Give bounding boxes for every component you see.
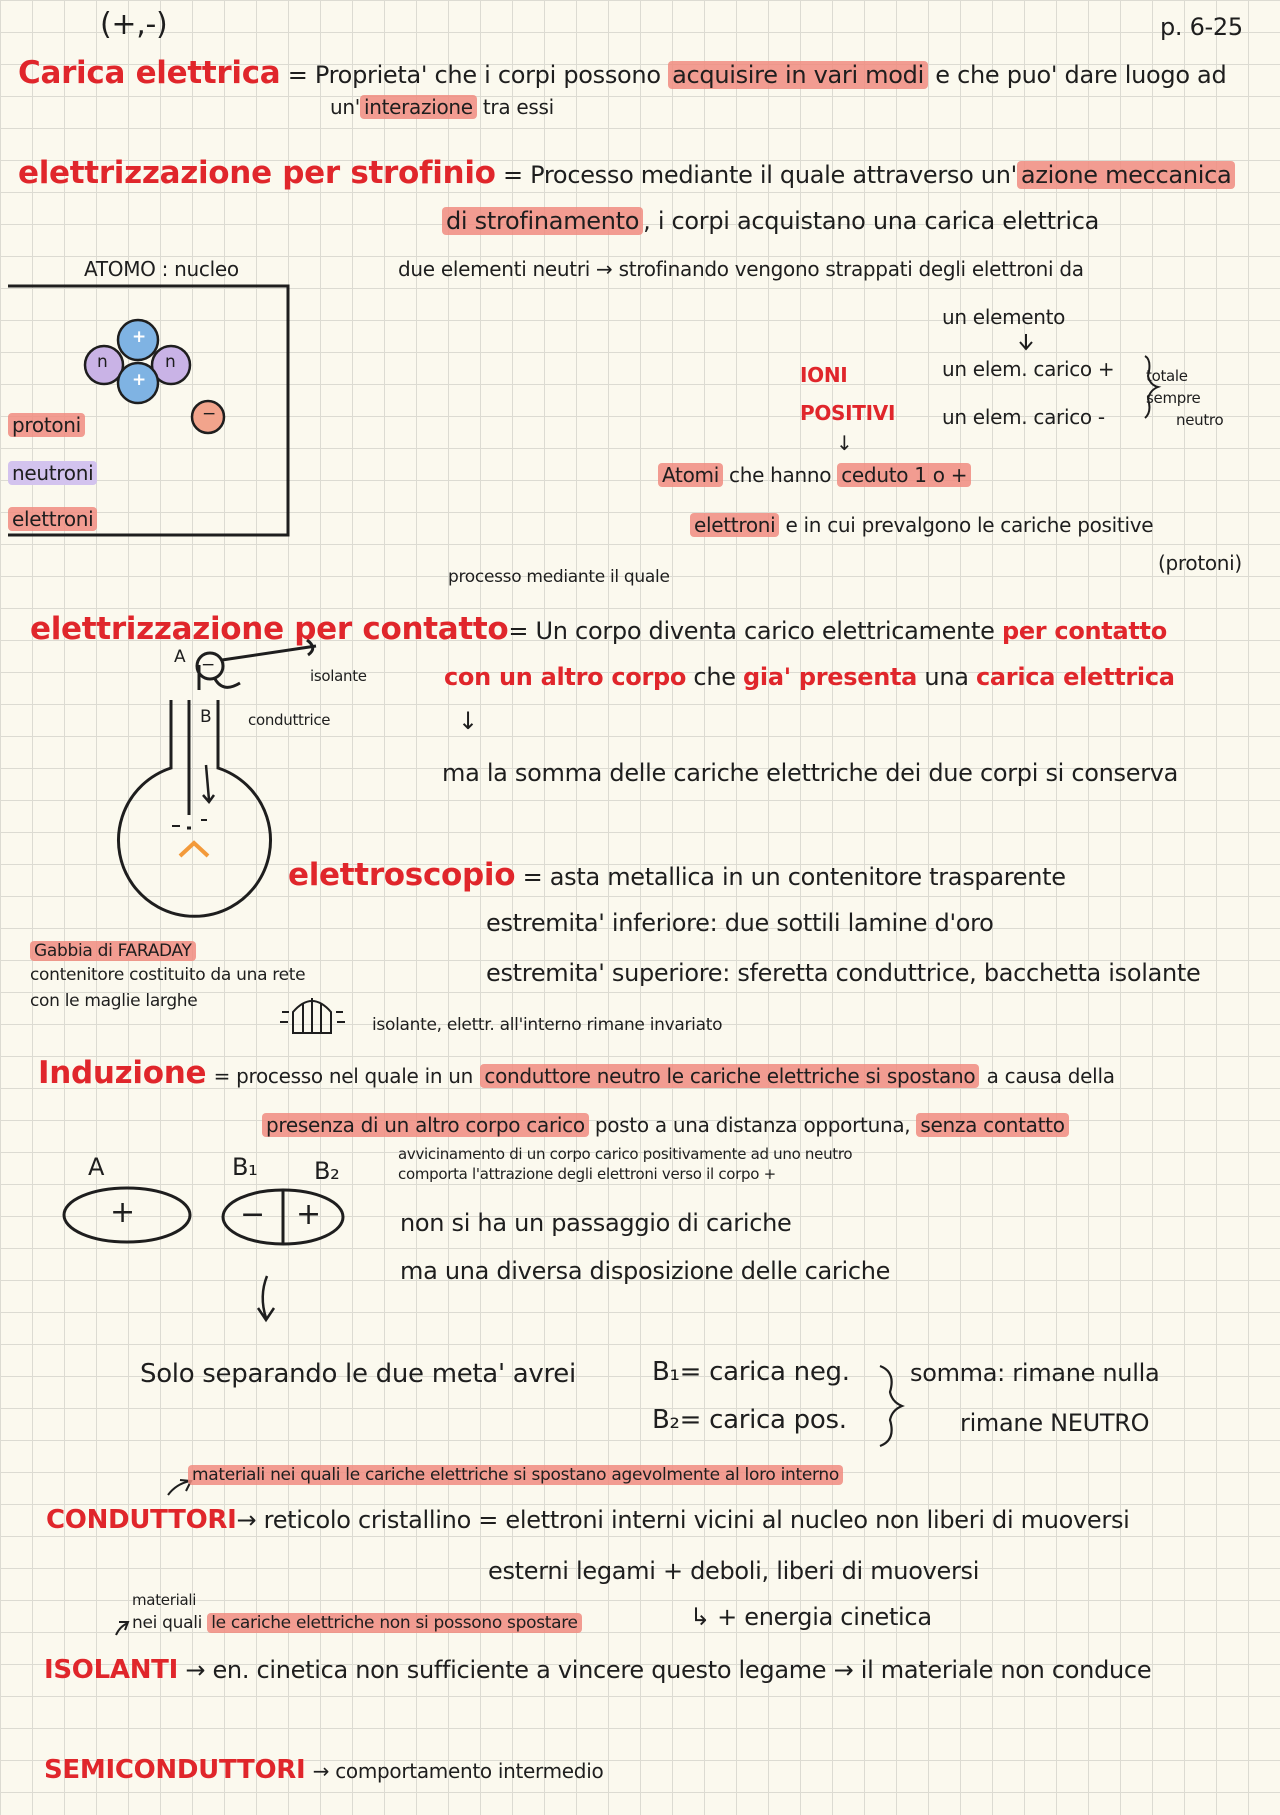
elettroni-rest: e in cui prevalgono le cariche positive [785, 513, 1154, 537]
isolanti-materiali: materiali [132, 1591, 197, 1609]
strofinio-line-2 [442, 208, 1099, 236]
carica-def-highlight: acquisire in vari modi [668, 61, 928, 89]
atomi-mid: che hanno [729, 463, 832, 487]
induzione-line-1 [38, 1056, 1115, 1092]
isolanti-highlight: le cariche elettriche non si possono spostare [207, 1613, 582, 1633]
isolanti-nei-quali: nei quali [132, 1613, 203, 1633]
carico-pos: un elem. carico + [942, 357, 1115, 381]
isolanti-title: ISOLANTI [44, 1655, 178, 1685]
carica-line-2 [330, 96, 554, 119]
positivi-label: POSITIVI [800, 401, 896, 425]
somma-nulla: somma: rimane nulla [910, 1359, 1160, 1387]
induzione-l1-suffix: a causa della [986, 1064, 1115, 1088]
isolante-label: isolante [310, 667, 367, 685]
induzione-l1-highlight: conduttore neutro le cariche elettriche si spostano [480, 1064, 979, 1088]
induzione-l2-highlight-1: presenza di un altro corpo carico [262, 1113, 589, 1137]
strofinio-line-1 [18, 156, 1235, 192]
body-A-charge: + [110, 1195, 135, 1230]
sign-label: (+,-) [100, 7, 168, 42]
neutroni-highlight: neutroni [8, 461, 97, 485]
ioni-label: IONI [800, 363, 848, 387]
carica-line2-suffix: tra essi [482, 95, 554, 119]
carica-line2-highlight: interazione [360, 95, 477, 119]
contatto-line-2 [444, 664, 1175, 692]
induzione-l2-mid: posto a una distanza opportuna, [594, 1113, 911, 1137]
electroscope-charge: − [201, 655, 215, 675]
isolanti-l1: → en. cinetica non sufficiente a vincere questo legame → il materiale non conduce [185, 1656, 1152, 1684]
electroscope-label-B: B [200, 707, 212, 727]
body-B2-charge: + [296, 1197, 321, 1232]
semiconduttori-line [44, 1756, 603, 1786]
faraday-cage-sketch [280, 998, 345, 1033]
rimane-neutro: rimane NEUTRO [960, 1409, 1150, 1437]
induzione-line-2 [262, 1114, 1069, 1137]
semiconduttori-l1: → comportamento intermedio [312, 1759, 604, 1783]
strofinio-l1-highlight: azione meccanica [1017, 161, 1236, 189]
page-number: p. 6-25 [1160, 13, 1243, 41]
processo-above: processo mediante il quale [448, 567, 670, 587]
electroscope-drawing [119, 640, 317, 916]
contatto-l2-red3: carica elettrica [975, 663, 1175, 691]
neutron-left-label: n [97, 352, 108, 372]
contatto-l2-mid: che [693, 663, 736, 691]
down-arrow [258, 1276, 274, 1320]
induzione-label-B1: B₁ [232, 1153, 258, 1181]
strofinio-l2-highlight: di strofinamento [442, 207, 643, 235]
un-elemento: un elemento [942, 305, 1066, 329]
protoni-highlight: protoni [8, 413, 85, 437]
faraday-line-2: contenitore costituito da una rete [30, 965, 306, 985]
contatto-line-1 [30, 612, 1167, 648]
protoni-label [8, 414, 85, 437]
elettroscopio-line-3: estremita' superiore: sferetta conduttrice, bacchetta isolante [486, 959, 1201, 987]
brace-ioni [1145, 356, 1158, 418]
solo-separando: Solo separando le due meta' avrei [140, 1359, 576, 1389]
body-B1-charge: − [240, 1197, 265, 1232]
strofinio-line-3: due elementi neutri → strofinando vengono strappati degli elettroni da [398, 257, 1084, 281]
carica-line-1 [18, 56, 1226, 92]
induzione-title: Induzione [38, 1055, 207, 1091]
isolanti-def [132, 1614, 582, 1634]
proton-top-label: + [132, 327, 146, 347]
conduttori-line-2: esterni legami + deboli, liberi di muoversi [488, 1557, 980, 1585]
induzione-label-B2: B₂ [314, 1157, 340, 1185]
faraday-note: isolante, elettr. all'interno rimane invariato [372, 1015, 723, 1035]
electron-label: − [202, 404, 216, 424]
atomi-line [658, 464, 971, 487]
induzione-l1-prefix: = processo nel quale in un [213, 1064, 474, 1088]
neutron-right-label: n [165, 352, 176, 372]
conduttori-l1: → reticolo cristallino = elettroni interni vicini al nucleo non liberi di muoversi [236, 1506, 1130, 1534]
induzione-small-1: avvicinamento di un corpo carico positivamente ad uno neutro [398, 1145, 853, 1163]
protoni-paren: (protoni) [1158, 551, 1242, 575]
b1-carica: B₁= carica neg. [652, 1357, 850, 1387]
carica-def-suffix: e che puo' dare luogo ad [935, 61, 1227, 89]
arrow-isolanti [116, 1622, 128, 1635]
conduttori-line-3: ↳ + energia cinetica [690, 1603, 932, 1631]
strofinio-title: elettrizzazione per strofinio [18, 155, 496, 191]
induzione-line-4: ma una diversa disposizione delle cariche [400, 1257, 891, 1285]
induzione-small-2: comporta l'attrazione degli elettroni verso il corpo + [398, 1165, 776, 1183]
faraday-line-3: con le maglie larghe [30, 991, 198, 1011]
brace-somma [880, 1366, 902, 1446]
ceduto-highlight: ceduto 1 o + [837, 463, 971, 487]
sempre-label: sempre [1146, 389, 1201, 407]
elettroni-atom-highlight: elettroni [8, 507, 97, 531]
contatto-l2-red2: gia' presenta [743, 663, 918, 691]
ioni-arrow: ↓ [836, 431, 853, 455]
faraday-highlight: Gabbia di FARADAY [30, 941, 196, 961]
carica-title: Carica elettrica [18, 55, 281, 91]
conduttori-def [188, 1466, 843, 1486]
carico-neg: un elem. carico - [942, 405, 1105, 429]
induzione-label-A: A [88, 1153, 105, 1181]
induzione-line-3: non si ha un passaggio di cariche [400, 1209, 792, 1237]
elettroscopio-title: elettroscopio [288, 857, 516, 893]
contatto-l2-red1: con un altro corpo [444, 663, 687, 691]
strofinio-l2-suffix: , i corpi acquistano una carica elettrica [643, 207, 1100, 235]
carica-def-prefix: = Proprieta' che i corpi possono [287, 61, 661, 89]
arrow-elemento [1020, 334, 1032, 349]
neutro-label: neutro [1176, 411, 1224, 429]
strofinio-l1-prefix: = Processo mediante il quale attraverso un' [503, 161, 1017, 189]
conduttrice-label: conduttrice [248, 711, 331, 729]
elettroni-label [8, 508, 97, 531]
contatto-l1-red: per contatto [1001, 617, 1167, 645]
contatto-l2-mid2: una [924, 663, 969, 691]
contatto-arrow: ↓ [458, 707, 478, 735]
semiconduttori-title: SEMICONDUTTORI [44, 1755, 306, 1785]
atomo-title: ATOMO : nucleo [84, 257, 239, 281]
elettroscopio-l1: = asta metallica in un contenitore trasparente [522, 863, 1066, 891]
faraday-title [30, 942, 196, 962]
gold-leaves [180, 843, 208, 856]
conduttori-title: CONDUTTORI [46, 1505, 237, 1535]
atomi-highlight: Atomi [658, 463, 723, 487]
elettroni-line [690, 514, 1153, 537]
contatto-title: elettrizzazione per contatto [30, 611, 509, 647]
elettroscopio-line-1 [288, 858, 1066, 894]
electroscope-label-A: A [174, 647, 186, 667]
isolanti-line-1 [44, 1656, 1151, 1686]
conduttori-line-1 [46, 1506, 1130, 1536]
b2-carica: B₂= carica pos. [652, 1405, 847, 1435]
elettroni-highlight: elettroni [690, 513, 779, 537]
induzione-l2-highlight-2: senza contatto [916, 1113, 1068, 1137]
proton-bottom-label: + [132, 370, 146, 390]
elettroscopio-line-2: estremita' inferiore: due sottili lamine d'oro [486, 909, 994, 937]
contatto-l1-prefix: = Un corpo diventa carico elettricamente [508, 617, 995, 645]
neutroni-label [8, 462, 97, 485]
carica-line2-prefix: un' [330, 95, 360, 119]
contatto-line-3: ma la somma delle cariche elettriche dei due corpi si conserva [442, 759, 1179, 787]
conduttori-highlight: materiali nei quali le cariche elettriche si spostano agevolmente al loro interno [188, 1465, 843, 1485]
totale-label: totale [1146, 367, 1188, 385]
